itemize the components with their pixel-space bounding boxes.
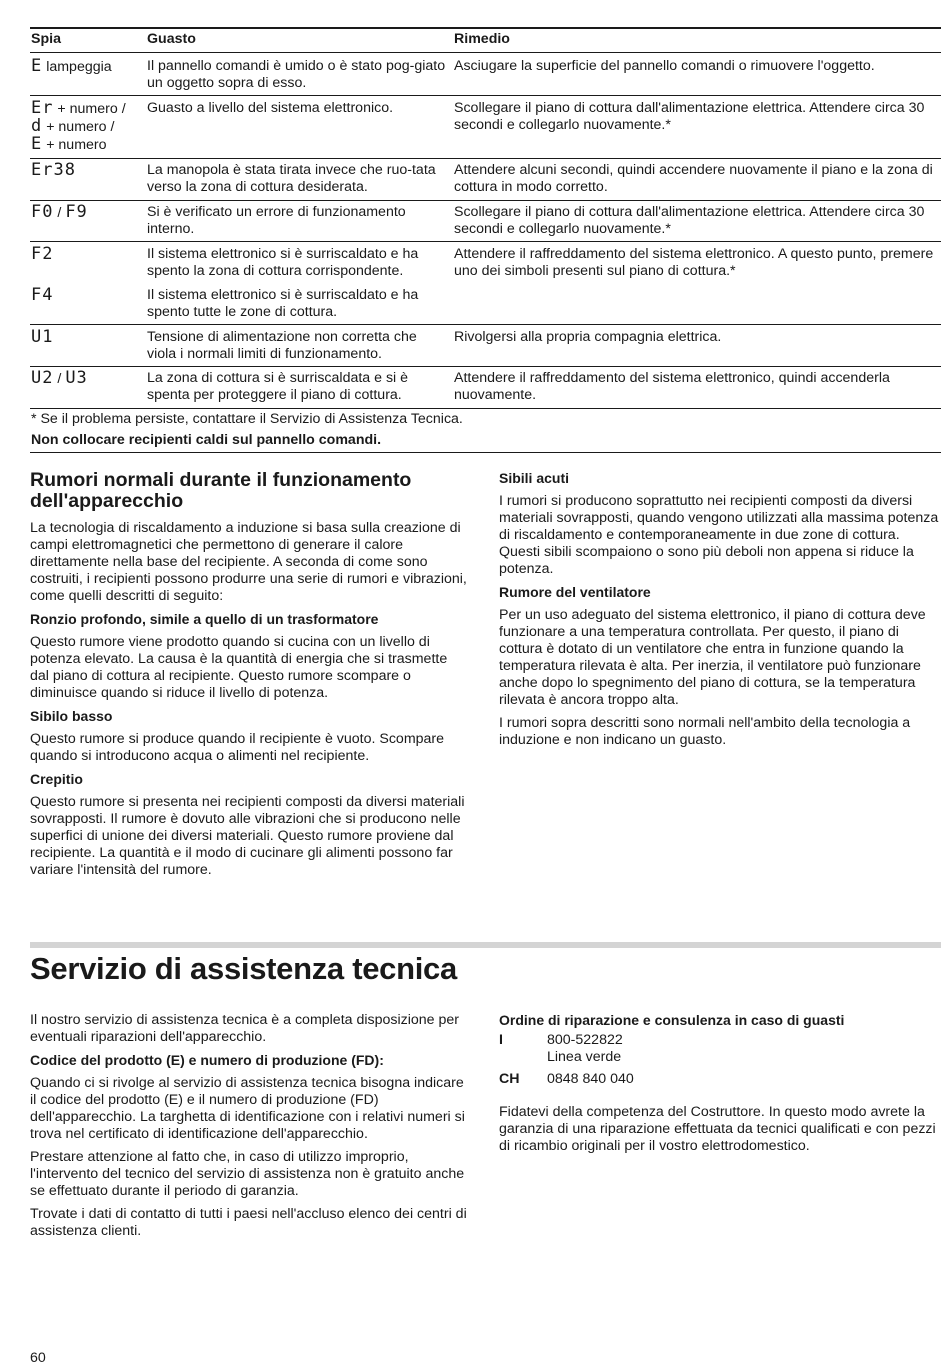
contact-number: 800-522822: [547, 1032, 623, 1048]
service-order-heading: Ordine di riparazione e consulenza in caso di guasti: [499, 1012, 845, 1028]
service-warranty-text: Prestare attenzione al fatto che, in caso di utilizzo improprio, l'intervento del tecnico del servizio di assistenza non è gratuito anche se effettuato durante il periodo di garanzia.: [30, 1149, 465, 1199]
row-6-guasto: Il sistema elettronico si è surriscaldato e ha spento tutte le zone di cottura.: [147, 287, 419, 320]
contact-row-switzerland: [499, 1066, 634, 1088]
page-number: 60: [30, 1350, 46, 1366]
row-divider: [30, 408, 941, 409]
row-3-rimedio: Attendere alcuni secondi, quindi accendere nuovamente il piano e la zona di cottura in modo corretto.: [454, 162, 933, 195]
table-bottom-rule: [30, 452, 941, 453]
contact-note: Linea verde: [547, 1049, 622, 1065]
row-4-code: F0 / F9: [31, 202, 88, 222]
row-6-code: F4: [31, 285, 54, 305]
service-codes-text: Quando ci si rivolge al servizio di assistenza tecnica bisogna indicare il codice del prodotto (E) e il numero di produzione (FD) dell'apparecchio. La targhetta di identificazione con i relativi numeri si trova nel certificato di identificazione dell'apparecchio.: [30, 1075, 465, 1142]
table-top-rule: [30, 27, 941, 29]
row-4-guasto: Si è verificato un errore di funzionamento interno.: [147, 204, 406, 237]
service-title: Servizio di assistenza tecnica: [30, 951, 457, 986]
table-header-rule: [30, 52, 941, 53]
contact-number-cell: [547, 1032, 634, 1066]
noise-heading-3: Crepitio: [30, 771, 83, 787]
noise-text-1: Questo rumore viene prodotto quando si cucina con un livello di potenza elevato. La causa è la quantità di energia che si trasmette dal piano di cottura al recipiente. Questo rumore scompare o diminuisce quando si riduce il livello di potenza.: [30, 634, 448, 701]
service-intro: Il nostro servizio di assistenza tecnica è a completa disposizione per eventuali riparazioni dell'apparecchio.: [30, 1012, 459, 1045]
row-2-guasto: Guasto a livello del sistema elettronico.: [147, 100, 394, 116]
row-divider: [30, 241, 941, 242]
noise-heading-5: Rumore del ventilatore: [499, 584, 651, 600]
table-footnote: * Se il problema persiste, contattare il Servizio di Assistenza Tecnica.: [31, 411, 463, 427]
row-2-rimedio: Scollegare il piano di cottura dall'alimentazione elettrica. Attendere circa 30 secondi e collegarlo nuovamente.*: [454, 100, 925, 133]
row-4-rimedio: Scollegare il piano di cottura dall'alimentazione elettrica. Attendere circa 30 secondi e collegarlo nuovamente.*: [454, 204, 925, 237]
noise-right-column: [499, 470, 939, 755]
row-1-rimedio: Asciugare la superficie del pannello comandi o rimuovere l'oggetto.: [454, 58, 875, 74]
noise-left-column: [30, 470, 470, 885]
service-left-column: [30, 1012, 470, 1246]
row-divider: [30, 324, 941, 325]
row-2-code: Er + numero / d + numero / E + numero: [31, 98, 126, 154]
row-divider: [30, 158, 941, 159]
row-7-guasto: Tensione di alimentazione non corretta che viola i normali limiti di funzionamento.: [147, 329, 417, 362]
row-5-code: F2: [31, 244, 54, 264]
noise-text-2: Questo rumore si produce quando il recipiente è vuoto. Scompare quando si introducono acqua o alimenti nel recipiente.: [30, 731, 445, 764]
table-warning: Non collocare recipienti caldi sul pannello comandi.: [31, 432, 382, 448]
contact-number: 0848 840 040: [547, 1071, 634, 1087]
noise-heading-1: Ronzio profondo, simile a quello di un trasformatore: [30, 611, 379, 627]
header-spia: Spia: [31, 31, 61, 47]
contact-country: I: [499, 1032, 503, 1048]
row-divider: [30, 200, 941, 201]
row-3-code: Er38: [31, 160, 76, 180]
noise-text-4: I rumori si producono soprattutto nei recipienti composti da diversi materiali sovrapposti, quando vengono utilizzati alla massima potenza di riscaldamento e contemporaneamente in due zone di cottura. Questi sibili scompaiono o sono più deboli non appena si riduce la potenza.: [499, 493, 939, 577]
section-divider-bar: [30, 942, 941, 948]
row-3-guasto: La manopola è stata tirata invece che ruo-tata verso la zona di cottura desiderata.: [147, 162, 436, 195]
row-8-code: U2 / U3: [31, 368, 88, 388]
row-5-rimedio: Attendere il raffreddamento del sistema elettronico. A questo punto, premere uno dei simboli presenti sul piano di cottura.*: [454, 246, 934, 279]
row-8-guasto: La zona di cottura si è surriscaldata e si è spenta per proteggere il piano di cottura.: [147, 370, 409, 403]
contact-country: CH: [499, 1071, 520, 1087]
noise-text-3: Questo rumore si presenta nei recipienti composti da diversi materiali sovrapposti. Il rumore è dovuto alle vibrazioni che si producono nelle superfici di unione dei diversi materiali. Questo rumore proviene dal recipiente. La quantità e il modo di cucinare gli alimenti possono far variare l'intensità del rumore.: [30, 794, 465, 878]
noise-intro: La tecnologia di riscaldamento a induzione si basa sulla creazione di campi elettromagnetici che permettono di generare il calore direttamente nella base del recipiente. A seconda di come sono costruiti, i recipienti possono produrre una serie di rumori e vibrazioni, come quelli descritti di seguito:: [30, 520, 467, 604]
row-8-rimedio: Attendere il raffreddamento del sistema elettronico, quindi accenderla nuovamente.: [454, 370, 890, 403]
row-5-guasto: Il sistema elettronico si è surriscaldato e ha spento la zona di cottura corrispondente.: [147, 246, 419, 279]
header-guasto: Guasto: [147, 31, 196, 47]
header-rimedio: Rimedio: [454, 31, 510, 47]
service-trust-text: Fidatevi della competenza del Costruttore. In questo modo avrete la garanzia di una riparazione effettuata da tecnici qualificati e con pezzi di ricambio originali per il vostro elettrodomestico.: [499, 1104, 936, 1154]
contact-row-italy: [499, 1032, 634, 1066]
service-codes-heading: Codice del prodotto (E) e numero di produzione (FD):: [30, 1052, 384, 1068]
row-7-rimedio: Rivolgersi alla propria compagnia elettrica.: [454, 329, 722, 345]
noise-text-5: Per un uso adeguato del sistema elettronico, il piano di cottura deve funzionare a una temperatura controllata. Per questo, il piano di cottura è dotato di un ventilatore che entra in funzione quando la temperatura rilevata è alta. Per inerzia, il ventilatore può funzionare anche dopo lo spegnimento del piano di cottura, se la temperatura rilevata è ancora troppo alta.: [499, 607, 926, 708]
service-right-column: [499, 1012, 939, 1161]
row-divider: [30, 95, 941, 96]
noise-heading-4: Sibili acuti: [499, 470, 570, 486]
row-1-code: E lampeggia: [31, 56, 112, 76]
row-7-code: U1: [31, 327, 54, 347]
noise-heading-2: Sibilo basso: [30, 708, 113, 724]
noise-title: Rumori normali durante il funzionamento dell'apparecchio: [30, 469, 412, 512]
contacts-table: [499, 1032, 634, 1088]
noise-closing: I rumori sopra descritti sono normali nell'ambito della tecnologia a induzione e non indicano un guasto.: [499, 715, 911, 748]
row-1-guasto: Il pannello comandi è umido o è stato pog-giato un oggetto sopra di esso.: [147, 58, 446, 91]
service-contacts-text: Trovate i dati di contatto di tutti i paesi nell'accluso elenco dei centri di assistenza clienti.: [30, 1206, 467, 1239]
row-divider: [30, 366, 941, 367]
